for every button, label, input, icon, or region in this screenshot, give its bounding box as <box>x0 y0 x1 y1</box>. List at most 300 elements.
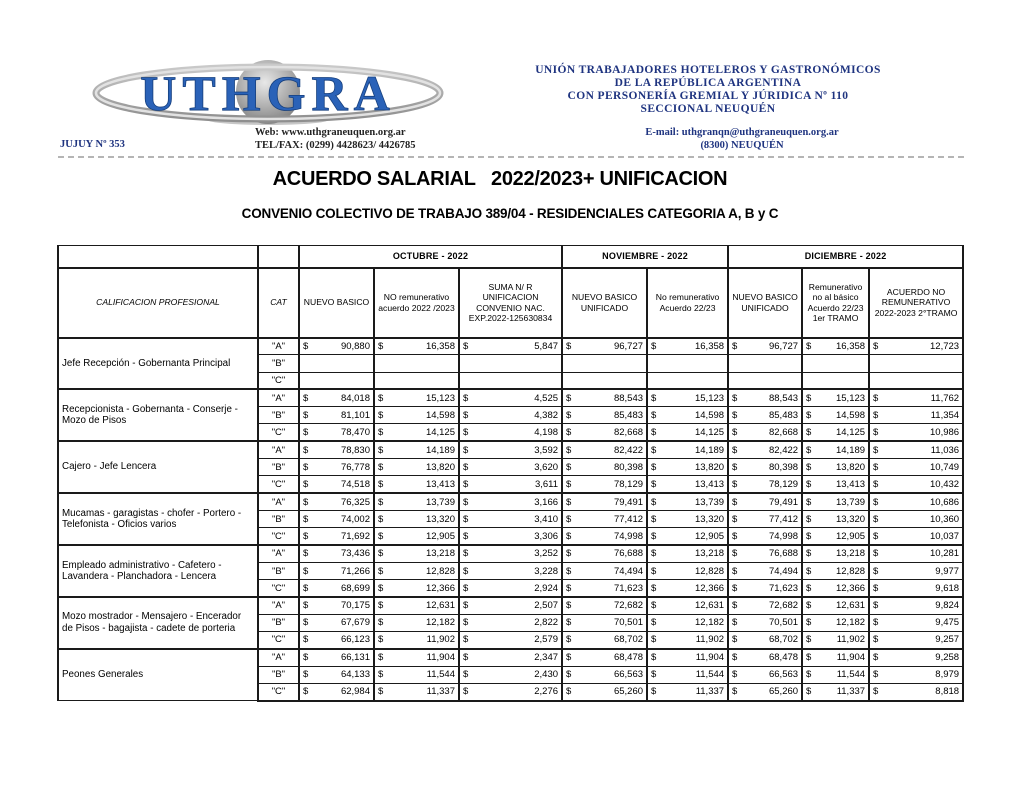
amount-cell <box>869 493 963 510</box>
month-header-december: DICIEMBRE - 2022 <box>728 246 963 268</box>
amount-cell <box>802 372 869 389</box>
amount-cell <box>728 389 802 406</box>
organization-name <box>452 64 964 116</box>
currency-sign: $ <box>873 582 879 594</box>
amount-value: 3,620 <box>534 461 559 473</box>
currency-sign: $ <box>566 634 572 646</box>
amount-value: 14,189 <box>694 444 725 456</box>
amount-cell <box>299 510 374 527</box>
amount-value: 76,688 <box>613 548 644 560</box>
currency-sign: $ <box>566 565 572 577</box>
cat-header: CAT <box>258 268 299 338</box>
amount-value: 68,478 <box>768 652 799 664</box>
amount-cell <box>728 666 802 683</box>
currency-sign: $ <box>566 444 572 456</box>
contact-row <box>60 126 964 152</box>
currency-sign: $ <box>463 634 469 646</box>
amount-cell <box>869 338 963 355</box>
currency-sign: $ <box>651 686 657 698</box>
amount-cell <box>459 683 562 700</box>
amount-cell <box>459 632 562 649</box>
amount-value: 14,189 <box>835 444 866 456</box>
currency-sign: $ <box>651 565 657 577</box>
amount-cell <box>647 338 728 355</box>
amount-cell <box>562 683 647 700</box>
amount-value: 14,189 <box>425 444 455 456</box>
amount-value: 82,422 <box>768 444 799 456</box>
col-header-oct-no-remunerativo: NO remunerativo acuerdo 2022 /2023 <box>374 268 459 338</box>
amount-cell <box>459 649 562 666</box>
currency-sign: $ <box>651 409 657 421</box>
currency-sign: $ <box>566 652 572 664</box>
amount-cell <box>459 562 562 579</box>
currency-sign: $ <box>651 513 657 525</box>
amount-cell <box>728 632 802 649</box>
amount-cell <box>802 424 869 441</box>
currency-sign: $ <box>303 600 309 612</box>
amount-value: 11,544 <box>695 669 725 681</box>
amount-value: 78,129 <box>768 478 799 490</box>
amount-cell <box>299 528 374 545</box>
amount-value: 8,818 <box>935 686 960 698</box>
amount-value: 71,623 <box>768 582 799 594</box>
currency-sign: $ <box>806 478 812 490</box>
amount-cell <box>374 614 459 631</box>
amount-cell <box>647 580 728 597</box>
amount-cell <box>459 614 562 631</box>
currency-sign: $ <box>566 617 572 629</box>
amount-value: 72,682 <box>613 600 644 612</box>
amount-value: 10,360 <box>930 513 960 525</box>
currency-sign: $ <box>303 617 309 629</box>
amount-value: 11,354 <box>930 409 960 421</box>
currency-sign: $ <box>873 340 879 352</box>
currency-sign: $ <box>463 565 469 577</box>
amount-value: 12,366 <box>694 582 725 594</box>
amount-cell <box>802 528 869 545</box>
amount-value: 13,218 <box>835 548 866 560</box>
amount-value: 78,830 <box>340 444 370 456</box>
currency-sign: $ <box>463 669 469 681</box>
currency-sign: $ <box>303 652 309 664</box>
currency-sign: $ <box>378 686 384 698</box>
uthgra-logo <box>88 58 448 132</box>
col-header-dic-remunerativo-1er-tramo: Remunerativo no al básico Acuerdo 22/23 1er TRAMO <box>802 268 869 338</box>
amount-cell <box>374 493 459 510</box>
amount-value: 5,847 <box>534 340 559 352</box>
amount-value: 12,828 <box>425 565 455 577</box>
amount-cell <box>299 459 374 476</box>
amount-cell <box>459 424 562 441</box>
amount-value: 3,166 <box>534 496 559 508</box>
currency-sign: $ <box>378 565 384 577</box>
currency-sign: $ <box>378 478 384 490</box>
currency-sign: $ <box>463 652 469 664</box>
amount-cell <box>647 683 728 700</box>
currency-sign: $ <box>566 409 572 421</box>
amount-value: 13,820 <box>694 461 725 473</box>
currency-sign: $ <box>651 392 657 404</box>
currency-sign: $ <box>463 530 469 542</box>
currency-sign: $ <box>463 548 469 560</box>
amount-value: 85,483 <box>613 409 644 421</box>
col-header-oct-suma-unificacion: SUMA N/ R UNIFICACION CONVENIO NAC. EXP.2022-125630834 <box>459 268 562 338</box>
amount-value: 10,986 <box>930 426 960 438</box>
amount-cell <box>728 528 802 545</box>
amount-value: 68,478 <box>613 652 644 664</box>
amount-value: 13,739 <box>694 496 725 508</box>
qualification-cell: Empleado administrativo - Cafetero - Lavandera - Planchadora - Lencera <box>58 545 258 597</box>
amount-cell <box>802 407 869 424</box>
amount-value: 13,218 <box>425 548 455 560</box>
currency-sign: $ <box>873 600 879 612</box>
amount-cell <box>299 355 374 372</box>
amount-value: 14,125 <box>425 426 455 438</box>
amount-cell <box>802 614 869 631</box>
amount-value: 15,123 <box>425 392 455 404</box>
currency-sign: $ <box>566 600 572 612</box>
currency-sign: $ <box>732 582 738 594</box>
amount-value: 68,702 <box>613 634 644 646</box>
amount-cell <box>299 407 374 424</box>
currency-sign: $ <box>566 582 572 594</box>
column-header-row <box>58 268 963 338</box>
qualification-cell: Jefe Recepción - Gobernanta Principal <box>58 338 258 390</box>
currency-sign: $ <box>651 478 657 490</box>
amount-cell <box>459 580 562 597</box>
amount-value: 12,905 <box>835 530 866 542</box>
currency-sign: $ <box>378 617 384 629</box>
salary-table <box>57 245 964 702</box>
currency-sign: $ <box>463 426 469 438</box>
corner-blank-cell <box>58 246 258 268</box>
amount-cell <box>562 476 647 493</box>
amount-value: 3,306 <box>534 530 559 542</box>
currency-sign: $ <box>873 548 879 560</box>
currency-sign: $ <box>463 409 469 421</box>
amount-value: 78,470 <box>340 426 370 438</box>
amount-value: 13,320 <box>694 513 725 525</box>
amount-value: 4,382 <box>534 409 559 421</box>
currency-sign: $ <box>873 617 879 629</box>
amount-cell <box>299 562 374 579</box>
amount-cell <box>299 372 374 389</box>
currency-sign: $ <box>566 686 572 698</box>
amount-value: 71,692 <box>340 530 370 542</box>
table-row <box>58 338 963 355</box>
qualification-header: CALIFICACION PROFESIONAL <box>58 268 258 338</box>
category-cell: "C" <box>258 372 299 389</box>
amount-cell <box>459 545 562 562</box>
currency-sign: $ <box>463 496 469 508</box>
amount-value: 14,125 <box>835 426 866 438</box>
currency-sign: $ <box>463 444 469 456</box>
amount-cell <box>728 424 802 441</box>
currency-sign: $ <box>873 392 879 404</box>
amount-cell <box>374 632 459 649</box>
amount-cell <box>374 355 459 372</box>
org-line: SECCIONAL NEUQUÉN <box>640 103 776 115</box>
amount-value: 2,822 <box>534 617 559 629</box>
logo-text: UTHGRA <box>140 65 396 121</box>
amount-value: 76,325 <box>340 496 370 508</box>
currency-sign: $ <box>566 669 572 681</box>
table-body <box>58 338 963 701</box>
currency-sign: $ <box>732 565 738 577</box>
amount-cell <box>802 441 869 458</box>
currency-sign: $ <box>463 340 469 352</box>
amount-value: 66,563 <box>768 669 799 681</box>
amount-value: 96,727 <box>613 340 644 352</box>
amount-cell <box>562 407 647 424</box>
amount-cell <box>374 562 459 579</box>
currency-sign: $ <box>303 478 309 490</box>
amount-cell <box>459 338 562 355</box>
qualification-cell: Mucamas - garagistas - chofer - Portero - Telefonista - Oficios varios <box>58 493 258 545</box>
amount-value: 15,123 <box>694 392 725 404</box>
currency-sign: $ <box>303 409 309 421</box>
amount-cell <box>562 666 647 683</box>
currency-sign: $ <box>806 444 812 456</box>
street-address: JUJUY Nº 353 <box>60 139 125 150</box>
amount-cell <box>459 493 562 510</box>
category-cell: "B" <box>258 407 299 424</box>
category-cell: "C" <box>258 683 299 700</box>
amount-cell <box>647 666 728 683</box>
amount-cell <box>869 441 963 458</box>
currency-sign: $ <box>651 444 657 456</box>
amount-value: 11,762 <box>930 392 960 404</box>
amount-value: 12,631 <box>835 600 866 612</box>
currency-sign: $ <box>378 340 384 352</box>
amount-value: 9,824 <box>935 600 960 612</box>
currency-sign: $ <box>806 652 812 664</box>
amount-value: 74,518 <box>340 478 370 490</box>
amount-cell <box>647 649 728 666</box>
amount-value: 13,413 <box>425 478 455 490</box>
category-cell: "B" <box>258 614 299 631</box>
amount-cell <box>802 476 869 493</box>
col-header-nov-basico-unificado: NUEVO BASICO UNIFICADO <box>562 268 647 338</box>
amount-cell <box>562 441 647 458</box>
currency-sign: $ <box>378 582 384 594</box>
amount-cell <box>562 355 647 372</box>
email-line: E-mail: uthgranqn@uthgraneuquen.org.ar <box>645 127 839 138</box>
currency-sign: $ <box>732 686 738 698</box>
currency-sign: $ <box>378 600 384 612</box>
amount-cell <box>647 441 728 458</box>
currency-sign: $ <box>651 634 657 646</box>
month-header-october: OCTUBRE - 2022 <box>299 246 562 268</box>
uthgra-logo-graphic <box>88 58 448 132</box>
amount-cell <box>299 389 374 406</box>
amount-value: 3,592 <box>534 444 559 456</box>
currency-sign: $ <box>378 634 384 646</box>
currency-sign: $ <box>463 582 469 594</box>
amount-cell <box>869 407 963 424</box>
amount-cell <box>869 528 963 545</box>
col-header-dic-acuerdo-2do-tramo: ACUERDO NO REMUNERATIVO 2022-2023 2°TRAMO <box>869 268 963 338</box>
currency-sign: $ <box>463 600 469 612</box>
amount-cell <box>562 528 647 545</box>
amount-value: 10,037 <box>930 530 960 542</box>
currency-sign: $ <box>378 409 384 421</box>
amount-value: 13,218 <box>694 548 725 560</box>
amount-value: 13,820 <box>835 461 866 473</box>
category-cell: "A" <box>258 545 299 562</box>
amount-cell <box>374 476 459 493</box>
amount-cell <box>728 441 802 458</box>
currency-sign: $ <box>651 530 657 542</box>
col-header-dic-basico-unificado: NUEVO BASICO UNIFICADO <box>728 268 802 338</box>
currency-sign: $ <box>651 548 657 560</box>
currency-sign: $ <box>732 461 738 473</box>
category-cell: "A" <box>258 338 299 355</box>
amount-cell <box>374 338 459 355</box>
currency-sign: $ <box>806 530 812 542</box>
amount-value: 74,494 <box>768 565 799 577</box>
table-row <box>58 493 963 510</box>
currency-sign: $ <box>732 652 738 664</box>
amount-value: 79,491 <box>768 496 799 508</box>
amount-cell <box>459 441 562 458</box>
amount-value: 2,924 <box>534 582 559 594</box>
amount-cell <box>374 597 459 614</box>
category-cell: "A" <box>258 389 299 406</box>
amount-cell <box>802 389 869 406</box>
amount-value: 12,905 <box>425 530 455 542</box>
currency-sign: $ <box>378 669 384 681</box>
currency-sign: $ <box>873 634 879 646</box>
website-line: Web: www.uthgraneuquen.org.ar <box>255 127 406 138</box>
amount-value: 77,412 <box>768 513 799 525</box>
amount-cell <box>728 545 802 562</box>
amount-cell <box>869 597 963 614</box>
category-cell: "C" <box>258 580 299 597</box>
amount-cell <box>728 597 802 614</box>
month-band-row <box>58 246 963 268</box>
category-cell: "B" <box>258 666 299 683</box>
currency-sign: $ <box>732 392 738 404</box>
amount-value: 12,828 <box>835 565 866 577</box>
amount-value: 68,699 <box>340 582 370 594</box>
currency-sign: $ <box>873 409 879 421</box>
currency-sign: $ <box>732 513 738 525</box>
currency-sign: $ <box>873 669 879 681</box>
currency-sign: $ <box>303 426 309 438</box>
currency-sign: $ <box>303 444 309 456</box>
amount-cell <box>647 355 728 372</box>
currency-sign: $ <box>303 686 309 698</box>
amount-cell <box>869 683 963 700</box>
amount-cell <box>869 476 963 493</box>
document-title: ACUERDO SALARIAL 2022/2023+ UNIFICACION <box>272 168 728 190</box>
amount-value: 66,563 <box>613 669 644 681</box>
amount-cell <box>562 372 647 389</box>
currency-sign: $ <box>303 565 309 577</box>
qualification-cell: Mozo mostrador - Mensajero - Encerador de Pisos - bagajista - cadete de porteria <box>58 597 258 649</box>
amount-value: 82,422 <box>613 444 644 456</box>
currency-sign: $ <box>303 461 309 473</box>
amount-cell <box>869 510 963 527</box>
category-cell: "B" <box>258 562 299 579</box>
amount-cell <box>374 683 459 700</box>
qualification-cell: Cajero - Jefe Lencera <box>58 441 258 493</box>
amount-value: 3,611 <box>534 478 559 490</box>
amount-cell <box>647 545 728 562</box>
amount-cell <box>562 389 647 406</box>
amount-value: 10,686 <box>930 496 960 508</box>
amount-cell <box>299 476 374 493</box>
currency-sign: $ <box>651 652 657 664</box>
amount-cell <box>802 597 869 614</box>
month-header-november: NOVIEMBRE - 2022 <box>562 246 728 268</box>
amount-cell <box>374 649 459 666</box>
amount-value: 12,182 <box>694 617 725 629</box>
currency-sign: $ <box>806 426 812 438</box>
qualification-cell: Peones Generales <box>58 649 258 701</box>
currency-sign: $ <box>463 617 469 629</box>
amount-cell <box>647 459 728 476</box>
currency-sign: $ <box>378 426 384 438</box>
amount-cell <box>299 424 374 441</box>
amount-cell <box>562 459 647 476</box>
document-subtitle: CONVENIO COLECTIVO DE TRABAJO 389/04 - RESIDENCIALES CATEGORIA A, B y C <box>241 206 779 221</box>
amount-cell <box>728 459 802 476</box>
currency-sign: $ <box>873 461 879 473</box>
currency-sign: $ <box>806 340 812 352</box>
amount-value: 88,543 <box>768 392 799 404</box>
amount-cell <box>299 338 374 355</box>
org-line: CON PERSONERÍA GREMIAL Y JÚRIDICA Nº 110 <box>567 90 849 102</box>
currency-sign: $ <box>566 461 572 473</box>
amount-cell <box>374 441 459 458</box>
amount-value: 11,902 <box>695 634 725 646</box>
amount-cell <box>647 562 728 579</box>
amount-cell <box>374 510 459 527</box>
amount-cell <box>562 562 647 579</box>
amount-cell <box>374 528 459 545</box>
currency-sign: $ <box>378 652 384 664</box>
currency-sign: $ <box>873 478 879 490</box>
currency-sign: $ <box>566 548 572 560</box>
amount-cell <box>459 597 562 614</box>
amount-value: 12,905 <box>694 530 725 542</box>
currency-sign: $ <box>378 444 384 456</box>
amount-value: 13,413 <box>694 478 725 490</box>
amount-cell <box>728 355 802 372</box>
amount-cell <box>869 424 963 441</box>
org-line: UNIÓN TRABAJADORES HOTELEROS Y GASTRONÓMICOS <box>535 64 881 76</box>
amount-cell <box>802 510 869 527</box>
table-row <box>58 545 963 562</box>
amount-value: 3,252 <box>534 548 559 560</box>
amount-value: 9,618 <box>935 582 960 594</box>
currency-sign: $ <box>732 340 738 352</box>
amount-cell <box>728 372 802 389</box>
amount-value: 13,739 <box>425 496 455 508</box>
currency-sign: $ <box>732 634 738 646</box>
amount-value: 68,702 <box>768 634 799 646</box>
currency-sign: $ <box>378 513 384 525</box>
amount-value: 11,902 <box>426 634 455 646</box>
amount-cell <box>869 389 963 406</box>
city-line: (8300) NEUQUÉN <box>700 140 784 151</box>
category-cell: "B" <box>258 355 299 372</box>
amount-cell <box>728 493 802 510</box>
currency-sign: $ <box>303 340 309 352</box>
currency-sign: $ <box>732 409 738 421</box>
